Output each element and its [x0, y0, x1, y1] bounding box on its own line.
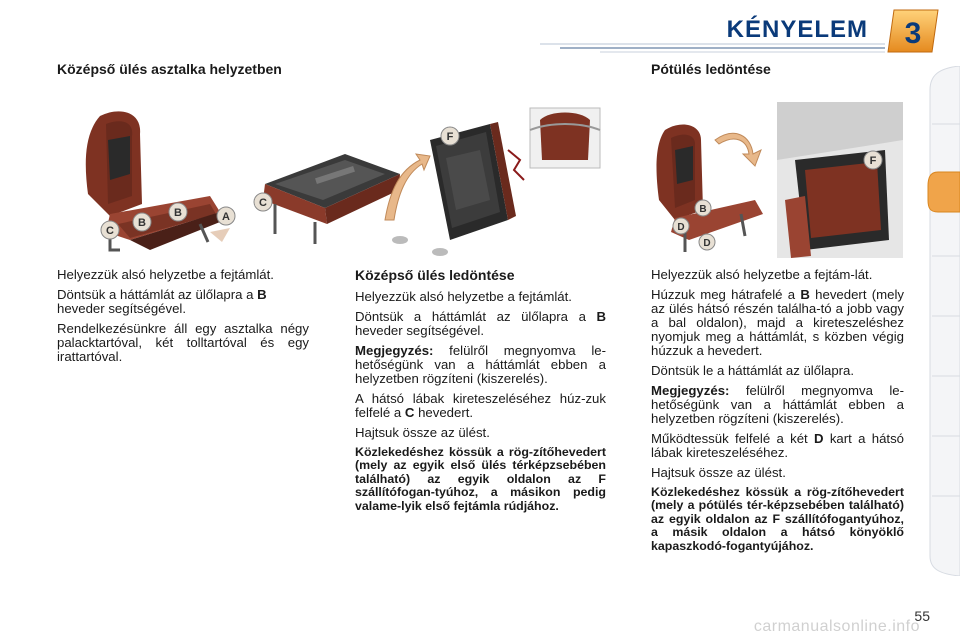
section-title-folding-seat: Pótülés ledöntése — [651, 61, 771, 77]
paragraph: Helyezzük alsó helyzetbe a fejtám-lát. — [651, 267, 873, 282]
chapter-title: KÉNYELEM — [726, 16, 868, 43]
paragraph: Húzzuk meg hátrafelé a B hevedert (mely az ülés hátsó részén találha-tó a jobb vagy a bal oldalon), majd a kireteszeléshez nyomjuk meg a háttámlát, s közben végig húzzuk a hevedert. — [651, 287, 904, 358]
section-title-center-seat-fold: Középső ülés ledöntése — [355, 267, 515, 283]
svg-text:B: B — [138, 217, 146, 229]
column-middle — [355, 268, 606, 519]
page-header — [0, 0, 960, 58]
paragraph: Működtessük felfelé a két D kart a hátsó lábak kireteszeléséhez. — [651, 431, 904, 460]
svg-text:D: D — [677, 222, 685, 233]
chapter-tabs — [926, 66, 960, 576]
svg-text:C: C — [259, 197, 267, 209]
illustration-folding-seat — [645, 100, 905, 260]
svg-text:F: F — [869, 155, 877, 167]
section-title-table-position: Középső ülés asztalka helyzetben — [57, 61, 282, 77]
column-left — [57, 268, 309, 370]
paragraph: Döntsük le a háttámlát az ülőlapra. — [651, 363, 855, 378]
paragraph: Rendelkezésünkre áll egy asztalka négy palacktartóval, két tolltartóval és egy irattartóval. — [57, 321, 309, 364]
svg-text:A: A — [222, 211, 230, 223]
svg-text:C: C — [106, 225, 114, 237]
paragraph: Hajtsuk össze az ülést. — [651, 465, 786, 480]
paragraph: A hátsó lábak kireteszeléséhez húz-zuk felfelé a C hevedert. — [355, 391, 606, 420]
note-paragraph: Megjegyzés: felülről megnyomva le-hetőségünk van a háttámlát ebben a helyzetben rögzíteni (kiszerelés). — [651, 383, 904, 426]
transport-note: Közlekedéshez kössük a rög-zítőhevedert (mely az egyik első ülés térképzsebében található) az egyik oldalon az F szállítófogan-tyúhoz, a másikon pedig valame-lyik első fejtámla rúdjához. — [355, 445, 606, 513]
illustration-center-seat-upright — [70, 104, 248, 256]
svg-text:B: B — [174, 207, 182, 219]
column-right — [651, 268, 904, 559]
paragraph: Döntsük a háttámlát az ülőlapra a B heveder segítségével. — [355, 309, 606, 338]
svg-text:F: F — [446, 131, 454, 143]
svg-text:B: B — [699, 204, 707, 215]
illustration-center-seat-folded — [380, 100, 605, 260]
transport-note: Közlekedéshez kössük a rög-zítőhevedert (mely a pótülés tér-képzsebében található) az egyik oldalon az F szállítófogantyúhoz, a másik oldalon a hátsó könyöklő kapaszkodó-fogantyújához. — [651, 485, 904, 553]
active-chapter-tab — [928, 172, 960, 212]
svg-text:D: D — [703, 238, 711, 249]
note-paragraph: Megjegyzés: felülről megnyomva le-hetőségünk van a háttámlát ebben a helyzetben rögzíteni (kiszerelés). — [355, 343, 606, 386]
page-number: 55 — [914, 608, 930, 624]
chapter-badge — [886, 6, 942, 56]
paragraph: Helyezzük alsó helyzetbe a fejtámlát. — [57, 267, 274, 282]
watermark-text: carmanualsonline.info — [753, 618, 920, 635]
paragraph: Hajtsuk össze az ülést. — [355, 425, 490, 440]
paragraph: Helyezzük alsó helyzetbe a fejtámlát. — [355, 289, 572, 304]
chapter-number: 3 — [904, 17, 922, 50]
paragraph: Döntsük a háttámlát az ülőlapra a B heveder segítségével. — [57, 287, 267, 316]
